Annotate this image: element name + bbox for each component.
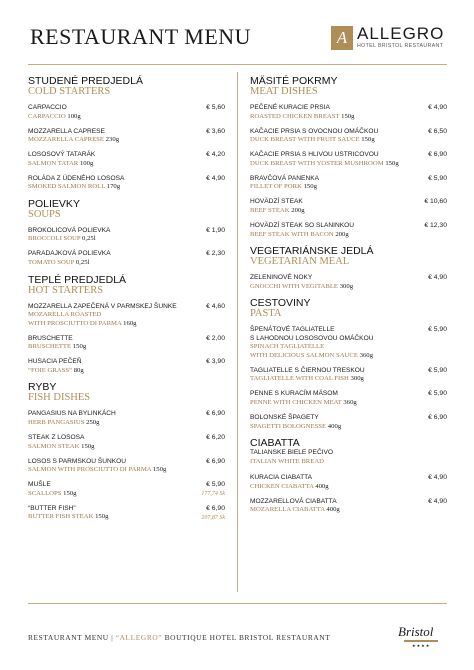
menu-item xyxy=(28,358,225,375)
item-weight: 150g xyxy=(303,183,317,191)
section-subtitle: VEGETARIAN MEAL xyxy=(250,256,350,268)
item-weight: 100g xyxy=(67,112,81,120)
footer-text xyxy=(28,633,330,642)
section-subtitle-local: TALIANSKE BIELE PEČIVO xyxy=(250,449,334,457)
menu-item xyxy=(250,274,447,291)
item-weight: 400g xyxy=(315,482,329,490)
section-title: MÄSITÉ POKRMY xyxy=(250,75,338,87)
item-description xyxy=(250,183,447,192)
item-name: HUSACIA PEČEŇ xyxy=(28,358,82,366)
item-weight: 150g xyxy=(95,513,109,521)
item-description xyxy=(250,160,447,169)
item-description xyxy=(28,419,225,428)
item-price: € 3,90 xyxy=(206,358,225,366)
allegro-logo-mark: A xyxy=(331,26,353,50)
item-description xyxy=(250,231,447,240)
item-description-text: BRUSCHETTE xyxy=(28,343,72,351)
menu-item xyxy=(28,434,225,451)
item-price: € 6,20 xyxy=(206,433,225,441)
item-name: TAGLIATELLE S ČIERNOU TRESKOU xyxy=(250,366,365,374)
item-price: € 10,60 xyxy=(424,198,447,206)
item-price: € 3,60 xyxy=(206,127,225,135)
item-weight: 150g xyxy=(341,112,355,120)
menu-item xyxy=(28,227,225,244)
item-weight: 0,25l xyxy=(75,259,90,267)
section-title: STUDENÉ PREDJEDLÁ xyxy=(28,75,143,87)
item-name: KAČACIE PRSIA S HLIVOU USTRICOVOU xyxy=(250,151,379,159)
section-subtitle: PASTA xyxy=(250,308,282,320)
bristol-logo-script: Bristol xyxy=(398,624,434,639)
item-name: HOVÄDZÍ STEAK SO SLANINKOU xyxy=(250,221,355,229)
item-description xyxy=(28,160,225,169)
item-weight: 360g xyxy=(343,399,357,407)
item-price: € 12,30 xyxy=(424,221,447,229)
item-price: € 4,90 xyxy=(206,174,225,182)
item-name: ROLÁDA Z ÚDENÉHO LOSOSA xyxy=(28,174,125,182)
item-price: € 4,90 xyxy=(428,274,447,282)
item-weight: 400g xyxy=(327,422,342,430)
menu-item xyxy=(250,151,447,168)
item-description xyxy=(28,113,225,122)
menu-item xyxy=(250,175,447,192)
item-price: € 1,90 xyxy=(206,226,225,234)
item-description xyxy=(250,207,447,216)
footer-part-1: RESTAURANT MENU | xyxy=(28,633,116,642)
menu-section xyxy=(28,199,225,268)
item-weight: 400g xyxy=(326,506,340,514)
menu-item xyxy=(250,222,447,239)
section-subtitle: MEAT DISHES xyxy=(250,86,318,97)
item-description: MOZARELLA ROASTED xyxy=(28,311,102,319)
item-weight: 300g xyxy=(350,375,364,383)
menu-item xyxy=(250,198,447,215)
item-description xyxy=(28,259,225,268)
item-weight: 300g xyxy=(339,282,354,290)
item-description-text: ROASTED CHICKEN BREAST xyxy=(250,112,340,120)
item-description-text: “FOIE GRASS” xyxy=(28,366,73,374)
item-name: PANGASIUS NA BYLINKÁCH xyxy=(28,410,116,418)
item-price: € 5,90 xyxy=(428,174,447,182)
item-price: € 2,30 xyxy=(206,250,225,258)
item-name: BOLONSKÉ ŠPAGETY xyxy=(250,414,319,422)
item-price: € 5,90 xyxy=(428,326,447,334)
item-description xyxy=(250,113,447,122)
menu-item xyxy=(250,326,447,360)
item-description-text: SALMON WITH PROSCIUTTO DI PARMA xyxy=(28,466,152,474)
item-price: € 6,90 xyxy=(428,151,447,159)
item-weight: 250g xyxy=(86,418,100,426)
menu-section xyxy=(250,76,447,239)
item-description-text: PENNE WITH CHICKEN MEAT xyxy=(250,399,342,407)
item-price: € 5,90 xyxy=(206,481,225,489)
item-name: LOSOSOVÝ TATARÁK xyxy=(28,151,96,159)
section-title: VEGETARIÁNSKE JEDLÁ xyxy=(250,245,374,258)
menu-item xyxy=(28,505,225,522)
item-description-text: SMOKED SALMON ROLL xyxy=(28,183,106,191)
item-name: HOVÄDZÍ STEAK xyxy=(250,198,303,206)
menu-item xyxy=(28,104,225,121)
menu-item xyxy=(250,128,447,145)
menu-item xyxy=(28,410,225,427)
menu-item xyxy=(28,303,225,329)
item-description-text: MOZZARELLA CAPRESE xyxy=(28,136,104,144)
item-price: € 4,90 xyxy=(428,474,447,482)
item-weight: 150g xyxy=(152,466,167,474)
menu-item xyxy=(28,458,225,475)
item-name-line-2: S LAHODNOU LOSOSOVOU OMÁČKOU xyxy=(250,334,374,342)
item-description xyxy=(28,136,225,145)
menu-section xyxy=(28,76,225,192)
menu-item xyxy=(28,175,225,192)
item-description-text: FILLET OF PORK xyxy=(250,183,302,191)
item-description-text: SALMON TATAR xyxy=(28,159,79,167)
item-description-text: CARPACCIO xyxy=(28,112,66,120)
item-name: “BUTTER FISH” xyxy=(28,504,76,512)
item-description-text: SCALLOPS xyxy=(28,489,62,497)
allegro-logo-name: ALLEGRO xyxy=(357,24,445,43)
page-title: RESTAURANT MENU xyxy=(30,24,252,49)
item-description xyxy=(28,513,225,522)
menu-item xyxy=(250,104,447,121)
item-description-text: BROCCOLI SOUP xyxy=(28,235,81,243)
menu-section xyxy=(250,298,447,431)
item-description-text: DUCK BREAST WITH YOSTER MUSHROOM xyxy=(250,159,384,167)
item-description xyxy=(250,483,447,492)
item-price: € 5,90 xyxy=(428,390,447,398)
item-weight: 160g xyxy=(123,319,137,327)
item-weight: 80g xyxy=(73,366,84,374)
item-name: BROKOLICOVÁ POLIEVKA xyxy=(28,226,111,234)
item-description-text: CHICKEN CIABATTA xyxy=(250,482,314,490)
menu-section xyxy=(250,438,447,515)
item-description-text: TOMATO SOUP xyxy=(28,259,75,267)
item-weight: 150g xyxy=(361,136,375,144)
item-price: € 6,90 xyxy=(428,414,447,422)
item-description-text: HERB PANGASIUS xyxy=(28,418,85,426)
item-description xyxy=(28,443,225,452)
menu-item xyxy=(250,474,447,491)
item-name: ŠPENÁTOVÉ TAGLIATELLE xyxy=(250,326,335,334)
item-weight: 150g xyxy=(81,442,95,450)
allegro-logo-subtitle: HOTEL BRISTOL RESTAURANT xyxy=(357,43,444,49)
item-name: MOZZARELLOVÁ CIABATTA xyxy=(250,497,337,505)
menu-item xyxy=(28,151,225,168)
item-price: € 4,90 xyxy=(428,104,447,111)
item-name: KURACIA CIABATTA xyxy=(250,474,313,482)
item-description xyxy=(250,136,447,145)
item-description-text: TAGLIATELLE WITH COAL FISH xyxy=(250,375,349,383)
item-description-text: MOZARELLA CIABATTA xyxy=(250,506,325,514)
section-title: TEPLÉ PREDJEDLÁ xyxy=(28,273,127,286)
item-price-sk: 207,87 Sk xyxy=(201,514,225,521)
item-description xyxy=(250,283,447,292)
item-description-text: BEEF STEAK WITH BACON xyxy=(250,230,334,238)
item-weight: 150g xyxy=(72,343,87,351)
menu-item xyxy=(250,390,447,407)
item-description xyxy=(28,343,225,352)
item-weight: 360g xyxy=(359,351,373,359)
menu-item xyxy=(250,498,447,515)
item-description xyxy=(28,235,225,244)
item-name: ZELENINOVÉ NOKY xyxy=(250,274,313,282)
item-name: KAČACIE PRSIA S OVOCNOU OMÁČKOU xyxy=(250,127,379,135)
footer-part-3: BOUTIQUE HOTEL BRISTOL RESTAURANT xyxy=(162,633,331,642)
column-divider xyxy=(237,72,238,592)
item-weight: 0,25l xyxy=(82,235,96,243)
menu-column-left xyxy=(28,76,225,529)
item-name: BRAVČOVÁ PANENKA xyxy=(250,174,320,182)
section-title: POLIEVKY xyxy=(28,197,80,210)
item-description-line-2 xyxy=(28,320,225,329)
menu-section xyxy=(250,246,447,291)
item-description-text: WITH PROSCIUTTO DI PARMA xyxy=(28,319,122,327)
menu-item xyxy=(28,335,225,352)
menu-item xyxy=(250,414,447,431)
bottom-divider xyxy=(28,603,447,604)
item-description xyxy=(250,375,447,384)
item-name: STEAK Z LOSOSA xyxy=(28,433,85,441)
item-price: € 6,90 xyxy=(206,504,225,512)
item-description-text: SPAGETTI BOLOGNESSE xyxy=(250,422,327,430)
section-title: CESTOVINY xyxy=(250,297,311,310)
menu-item xyxy=(28,128,225,145)
section-subtitle: FISH DISHES xyxy=(28,392,91,404)
item-description xyxy=(28,183,225,192)
menu-column-right xyxy=(250,76,447,522)
section-title: CIABATTA xyxy=(250,437,300,450)
section-subtitle: SOUPS xyxy=(28,208,61,220)
item-weight: 230g xyxy=(105,136,120,144)
item-price: € 4,20 xyxy=(206,151,225,159)
item-name: MOZZARELLA ZAPEČENÁ V PARMSKEJ ŠUNKE xyxy=(28,302,177,310)
item-name: LOSOS S PARMSKOU ŠUNKOU xyxy=(28,457,127,465)
item-name: MUŠLE xyxy=(28,481,51,489)
item-price: € 5,60 xyxy=(206,104,225,111)
item-name: PARADAJKOVÁ POLIEVKA xyxy=(28,250,111,258)
menu-section xyxy=(28,382,225,521)
item-name: PENNE S KURACÍM MÄSOM xyxy=(250,390,338,398)
item-name: MOZZARELLA CAPRESE xyxy=(28,127,105,135)
item-weight: 200g xyxy=(291,206,305,214)
item-name: CARPACCIO xyxy=(28,104,67,111)
footer-part-2: “ALLEGRO” xyxy=(115,633,163,642)
bristol-logo-bar xyxy=(404,640,438,642)
item-description-text: GNOCCHI WITH VEGITABLE xyxy=(250,282,339,290)
item-price: € 2,00 xyxy=(206,334,225,342)
section-title: RYBY xyxy=(28,381,57,394)
item-description xyxy=(28,490,225,499)
item-description xyxy=(28,466,225,475)
item-price: € 6,50 xyxy=(428,127,447,135)
item-weight: 100g xyxy=(79,159,94,167)
item-weight: 150g xyxy=(385,159,399,167)
item-weight: 150g xyxy=(63,489,77,497)
item-description-text: WITH DELICIOUS SALMON SAUCE xyxy=(250,351,358,359)
item-name: PEČENÉ KURACIE PRSIA xyxy=(250,104,330,111)
item-name: BRUSCHETTE xyxy=(28,334,73,342)
bristol-logo-stars: ★★★★ xyxy=(412,643,431,648)
section-subtitle: COLD STARTERS xyxy=(28,86,111,97)
item-description xyxy=(250,506,447,515)
item-description-text: SALMON STEAK xyxy=(28,442,80,450)
item-price: € 6,90 xyxy=(206,457,225,465)
item-price-sk: 177,74 Sk xyxy=(201,491,225,498)
item-price: € 5,90 xyxy=(428,366,447,374)
item-price: € 6,90 xyxy=(206,410,225,418)
menu-item xyxy=(28,481,225,498)
item-description xyxy=(250,423,447,432)
item-description-text: BEEF STEAK xyxy=(250,206,290,214)
item-price: € 4,90 xyxy=(428,497,447,505)
item-description-line-2 xyxy=(250,352,447,361)
section-subtitle: ITALIAN WHITE BREAD xyxy=(250,457,325,465)
item-price: € 4,60 xyxy=(206,302,225,310)
section-subtitle: HOT STARTERS xyxy=(28,284,104,296)
bristol-logo xyxy=(398,624,444,648)
item-weight: 170g xyxy=(106,183,121,191)
item-description-text: BUTTER FISH STEAK xyxy=(28,513,94,521)
item-description xyxy=(28,367,225,376)
menu-section xyxy=(28,275,225,376)
item-weight: 200g xyxy=(335,230,349,238)
menu-item xyxy=(250,367,447,384)
item-description-text: DUCK BREAST WITH FRUIT SAUCE xyxy=(250,136,360,144)
item-description xyxy=(250,399,447,408)
top-divider xyxy=(28,64,447,65)
menu-item xyxy=(28,250,225,267)
allegro-logo xyxy=(331,26,449,52)
item-description: SPINACH TAGLIATELLE xyxy=(250,343,325,351)
